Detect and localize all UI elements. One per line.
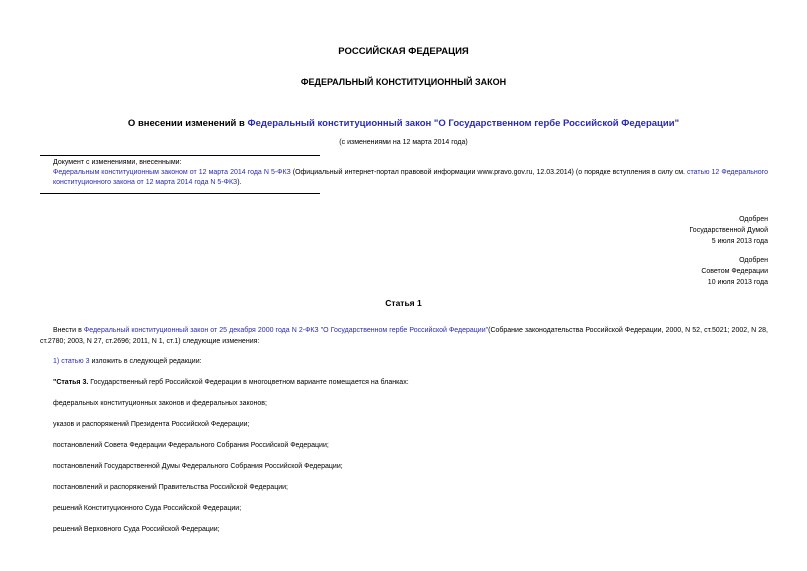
item-1 <box>53 358 202 365</box>
list-item: постановлений Государственной Думы Федерального Собрания Российской Федерации; <box>53 463 343 470</box>
note-bottom-divider <box>40 193 320 194</box>
base-law-link[interactable]: Федеральный конституционный закон от 25 декабря 2000 года N 2-ФКЗ "О Государственном гербе Российской Федерации" <box>83 327 489 334</box>
approval-label: Одобрен <box>739 216 768 223</box>
intro-post: (Собрание законодательства Российской Федерации, 2000, N 52, ст.5021; 2002, N 28, ст.2780; 2003, N 27, ст.2696; 2011, N 1, ст.1) следующие изменения: <box>40 327 768 345</box>
intro-pre: Внести в <box>53 327 84 334</box>
item-1-text: изложить в следующей редакции: <box>89 358 202 365</box>
note-text-1: (Официальный интернет-портал правовой информации www.pravo.gov.ru, 12.03.2014) (о порядке вступления в силу см. <box>290 169 688 176</box>
note-top-divider <box>40 155 320 156</box>
entry-into-force-link[interactable]: статью 12 Федерального конституционного закона от 12 марта 2014 года N 5-ФКЗ <box>53 169 768 186</box>
article-heading: Статья 1 <box>385 298 422 308</box>
approval-label: Одобрен <box>739 257 768 264</box>
law-type-heading: ФЕДЕРАЛЬНЫЙ КОНСТИТУЦИОННЫЙ ЗАКОН <box>300 77 507 87</box>
article-3-body: Государственный герб Российской Федерации в многоцветном варианте помещается на бланках: <box>88 379 409 386</box>
note-body <box>40 168 768 188</box>
article-3-text <box>53 379 409 386</box>
version-note: (с изменениями на 12 марта 2014 года) <box>339 139 468 146</box>
amending-law-link[interactable]: Федеральным конституционным законом от 12 марта 2014 года N 5-ФКЗ <box>53 169 291 176</box>
list-item: федеральных конституционных законов и федеральных законов; <box>53 400 267 407</box>
note-text-2: ). <box>237 179 242 186</box>
item-1-number-link[interactable]: 1) <box>53 358 60 365</box>
list-item: решений Конституционного Суда Российской Федерации; <box>53 505 242 512</box>
article-3-link[interactable]: статью 3 <box>61 358 90 365</box>
approval-date: 10 июля 2013 года <box>707 279 768 286</box>
list-item: указов и распоряжений Президента Российской Федерации; <box>53 421 250 428</box>
title-prefix: О внесении изменений в <box>127 118 248 129</box>
document-title <box>0 118 807 129</box>
approval-body: Государственной Думой <box>689 227 768 234</box>
list-item: постановлений и распоряжений Правительства Российской Федерации; <box>53 484 288 491</box>
list-item: постановлений Совета Федерации Федерального Собрания Российской Федерации; <box>53 442 329 449</box>
article-3-label: "Статья 3. <box>53 379 89 386</box>
country-heading: РОССИЙСКАЯ ФЕДЕРАЦИЯ <box>338 46 469 57</box>
note-intro: Документ с изменениями, внесенными: <box>53 159 182 166</box>
list-item: решений Верховного Суда Российской Федерации; <box>53 526 220 533</box>
article-intro <box>40 325 768 347</box>
approval-federation-council <box>701 255 768 288</box>
approval-date: 5 июля 2013 года <box>711 238 768 245</box>
title-law-link[interactable]: Федеральный конституционный закон "О Государственном гербе Российской Федерации" <box>247 118 680 129</box>
approval-duma <box>689 214 768 247</box>
approval-body: Советом Федерации <box>701 268 768 275</box>
amendments-note <box>40 158 768 188</box>
